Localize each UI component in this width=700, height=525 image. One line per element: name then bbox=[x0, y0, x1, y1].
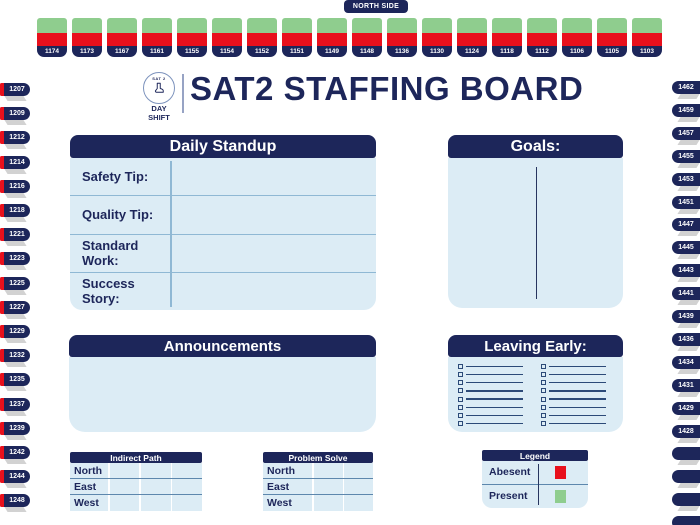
tag-number: 1174 bbox=[37, 46, 67, 57]
checkbox[interactable] bbox=[458, 388, 463, 393]
absent-segment bbox=[177, 33, 207, 46]
staff-tag-left[interactable]: 1221 bbox=[0, 228, 30, 241]
checkbox[interactable] bbox=[458, 413, 463, 418]
row-label: North bbox=[70, 463, 108, 478]
daily-standup-body bbox=[70, 158, 376, 310]
goals-panel bbox=[448, 135, 623, 308]
legend-label: Abesent bbox=[489, 466, 531, 479]
indirect-path-table bbox=[70, 452, 202, 511]
staff-tag-right[interactable] bbox=[672, 493, 700, 506]
row-label: West bbox=[263, 495, 312, 511]
staff-tag-left[interactable]: 1223 bbox=[0, 252, 30, 265]
problem-solve-header: Problem Solve bbox=[263, 452, 373, 463]
present-segment bbox=[317, 18, 347, 33]
logo-sat2-text: SAT 2 bbox=[152, 75, 166, 81]
staff-tag-top[interactable] bbox=[562, 18, 592, 57]
tag-number: 1149 bbox=[317, 46, 347, 57]
present-segment bbox=[597, 18, 627, 33]
legend-body bbox=[482, 461, 588, 508]
table-row bbox=[70, 463, 202, 479]
table-row bbox=[70, 495, 202, 511]
absent-segment bbox=[387, 33, 417, 46]
empty-cell[interactable] bbox=[110, 495, 140, 511]
entry-line[interactable] bbox=[466, 390, 523, 391]
empty-cell[interactable] bbox=[110, 479, 140, 494]
checkbox[interactable] bbox=[541, 421, 546, 426]
standup-row-label: Success Story: bbox=[82, 275, 135, 307]
staff-tag-top[interactable] bbox=[282, 18, 312, 57]
logo-day-text: DAY bbox=[151, 104, 167, 113]
indirect-path-rows bbox=[70, 463, 202, 511]
entry-line[interactable] bbox=[466, 398, 523, 399]
empty-cell[interactable] bbox=[344, 463, 373, 478]
present-segment bbox=[37, 18, 67, 33]
staff-tag-top[interactable] bbox=[632, 18, 662, 57]
checkbox[interactable] bbox=[458, 372, 463, 377]
goals-left-area[interactable] bbox=[448, 158, 536, 308]
absent-segment bbox=[597, 33, 627, 46]
leaving-early-item bbox=[541, 388, 614, 393]
absent-segment bbox=[632, 33, 662, 46]
entry-line[interactable] bbox=[466, 382, 523, 383]
staff-tag-top[interactable] bbox=[142, 18, 172, 57]
standup-row-value[interactable] bbox=[170, 158, 376, 195]
daily-standup-header: Daily Standup bbox=[70, 135, 376, 158]
checkbox[interactable] bbox=[458, 364, 463, 369]
staff-tag-top[interactable] bbox=[72, 18, 102, 57]
staff-tag-right[interactable]: 1451 bbox=[672, 196, 700, 209]
absent-segment bbox=[317, 33, 347, 46]
present-swatch bbox=[555, 490, 566, 503]
staff-tag-right[interactable] bbox=[672, 516, 700, 525]
staff-tag-left[interactable]: 1242 bbox=[0, 446, 30, 459]
announcements-body[interactable] bbox=[69, 357, 376, 432]
empty-cell[interactable] bbox=[110, 463, 140, 478]
problem-solve-table bbox=[263, 452, 373, 511]
leaving-early-item bbox=[458, 413, 531, 418]
staff-tag-right[interactable]: 1439 bbox=[672, 310, 700, 323]
staff-tag-right[interactable]: 1445 bbox=[672, 241, 700, 254]
present-segment bbox=[247, 18, 277, 33]
tag-number: 1118 bbox=[492, 46, 522, 57]
row-label: East bbox=[263, 479, 312, 494]
present-segment bbox=[422, 18, 452, 33]
tag-number: 1130 bbox=[422, 46, 452, 57]
absent-segment bbox=[282, 33, 312, 46]
standup-row-label: Safety Tip: bbox=[82, 168, 149, 184]
tag-number: 1154 bbox=[212, 46, 242, 57]
legend-header: Legend bbox=[482, 450, 588, 461]
staff-tag-left[interactable]: 1209 bbox=[0, 107, 30, 120]
legend-row bbox=[482, 461, 588, 485]
leaving-early-item bbox=[541, 413, 614, 418]
staff-tag-right[interactable] bbox=[672, 470, 700, 483]
day-shift-logo bbox=[139, 72, 179, 123]
top-tags-row bbox=[37, 18, 662, 57]
absent-segment bbox=[352, 33, 382, 46]
staff-tag-left[interactable]: 1232 bbox=[0, 349, 30, 362]
staff-tag-top[interactable] bbox=[212, 18, 242, 57]
absent-swatch bbox=[555, 466, 566, 479]
standup-row-label: Standard Work: bbox=[82, 237, 139, 269]
empty-cell[interactable] bbox=[344, 495, 373, 511]
entry-line[interactable] bbox=[466, 407, 523, 408]
leaving-early-item bbox=[458, 380, 531, 385]
entry-line[interactable] bbox=[549, 382, 606, 383]
staff-tag-right[interactable]: 1447 bbox=[672, 218, 700, 231]
announcements-panel bbox=[69, 335, 376, 432]
empty-cell[interactable] bbox=[344, 479, 373, 494]
staff-tag-left[interactable]: 1244 bbox=[0, 470, 30, 483]
empty-cell[interactable] bbox=[141, 495, 171, 511]
empty-cell[interactable] bbox=[172, 479, 202, 494]
leaving-early-item bbox=[541, 421, 614, 426]
standup-row-value[interactable] bbox=[170, 196, 376, 233]
entry-line[interactable] bbox=[549, 407, 606, 408]
standup-row bbox=[70, 158, 376, 195]
checkbox[interactable] bbox=[541, 380, 546, 385]
standup-row bbox=[70, 272, 376, 310]
staff-tag-top[interactable] bbox=[492, 18, 522, 57]
problem-solve-rows bbox=[263, 463, 373, 511]
checkbox[interactable] bbox=[541, 397, 546, 402]
present-segment bbox=[72, 18, 102, 33]
tag-number: 1151 bbox=[282, 46, 312, 57]
table-row bbox=[70, 479, 202, 495]
tag-number: 1112 bbox=[527, 46, 557, 57]
staff-tag-top[interactable] bbox=[352, 18, 382, 57]
absent-segment bbox=[457, 33, 487, 46]
empty-cell[interactable] bbox=[141, 479, 171, 494]
goals-header: Goals: bbox=[448, 135, 623, 158]
staff-tag-left[interactable]: 1227 bbox=[0, 301, 30, 314]
leaving-early-item bbox=[458, 364, 531, 369]
present-segment bbox=[142, 18, 172, 33]
leaving-early-item bbox=[458, 421, 531, 426]
leaving-early-column bbox=[531, 364, 614, 426]
staff-tag-right[interactable]: 1443 bbox=[672, 264, 700, 277]
board-title: SAT2 STAFFING BOARD bbox=[190, 70, 584, 107]
staff-tag-right[interactable]: 1434 bbox=[672, 356, 700, 369]
table-row bbox=[263, 495, 373, 511]
checkbox[interactable] bbox=[458, 397, 463, 402]
tag-number: 1106 bbox=[562, 46, 592, 57]
absent-segment bbox=[37, 33, 67, 46]
goals-right-area[interactable] bbox=[536, 158, 624, 308]
checkbox[interactable] bbox=[458, 421, 463, 426]
present-segment bbox=[177, 18, 207, 33]
absent-segment bbox=[422, 33, 452, 46]
tag-number: 1167 bbox=[107, 46, 137, 57]
leaving-early-header: Leaving Early: bbox=[448, 335, 623, 357]
staff-tag-left[interactable]: 1235 bbox=[0, 373, 30, 386]
leaving-early-item bbox=[541, 380, 614, 385]
staff-tag-left[interactable]: 1216 bbox=[0, 180, 30, 193]
goals-body bbox=[448, 158, 623, 308]
staff-tag-left[interactable]: 1212 bbox=[0, 131, 30, 144]
announcements-header: Announcements bbox=[69, 335, 376, 357]
tag-number: 1148 bbox=[352, 46, 382, 57]
checkbox[interactable] bbox=[541, 372, 546, 377]
present-segment bbox=[492, 18, 522, 33]
tag-number: 1161 bbox=[142, 46, 172, 57]
absent-segment bbox=[562, 33, 592, 46]
staff-tag-top[interactable] bbox=[457, 18, 487, 57]
staff-tag-right[interactable] bbox=[672, 447, 700, 460]
staff-tag-right[interactable]: 1429 bbox=[672, 402, 700, 415]
present-segment bbox=[107, 18, 137, 33]
boot-icon bbox=[152, 81, 167, 96]
tag-number: 1105 bbox=[597, 46, 627, 57]
absent-segment bbox=[527, 33, 557, 46]
north-side-label: NORTH SIDE bbox=[344, 0, 408, 13]
present-segment bbox=[212, 18, 242, 33]
leaving-early-item bbox=[458, 388, 531, 393]
empty-cell[interactable] bbox=[314, 479, 343, 494]
checkbox[interactable] bbox=[541, 388, 546, 393]
staff-tag-left[interactable]: 1218 bbox=[0, 204, 30, 217]
table-row bbox=[263, 479, 373, 495]
entry-line[interactable] bbox=[549, 390, 606, 391]
staff-tag-left[interactable]: 1214 bbox=[0, 156, 30, 169]
entry-line[interactable] bbox=[549, 366, 606, 367]
standup-row bbox=[70, 234, 376, 272]
empty-cell[interactable] bbox=[314, 495, 343, 511]
staff-tag-left[interactable]: 1207 bbox=[0, 83, 30, 96]
staff-tag-left[interactable]: 1225 bbox=[0, 277, 30, 290]
staff-tag-right[interactable]: 1453 bbox=[672, 173, 700, 186]
tag-number: 1173 bbox=[72, 46, 102, 57]
absent-segment bbox=[72, 33, 102, 46]
checkbox[interactable] bbox=[541, 413, 546, 418]
absent-segment bbox=[142, 33, 172, 46]
staff-tag-left[interactable]: 1239 bbox=[0, 422, 30, 435]
logo-shift-text: SHIFT bbox=[148, 113, 170, 123]
legend-label: Present bbox=[489, 490, 528, 503]
present-segment bbox=[632, 18, 662, 33]
staff-tag-right[interactable]: 1428 bbox=[672, 425, 700, 438]
daily-standup-panel bbox=[70, 135, 376, 310]
legend-panel bbox=[482, 450, 588, 508]
staff-tag-top[interactable] bbox=[527, 18, 557, 57]
entry-line[interactable] bbox=[466, 366, 523, 367]
staff-tag-right[interactable]: 1441 bbox=[672, 287, 700, 300]
standup-row-value[interactable] bbox=[170, 235, 376, 272]
entry-line[interactable] bbox=[466, 374, 523, 375]
tag-number: 1124 bbox=[457, 46, 487, 57]
leaving-early-item bbox=[541, 397, 614, 402]
goals-center-divider bbox=[536, 167, 538, 299]
staff-tag-right[interactable]: 1457 bbox=[672, 127, 700, 140]
staff-tag-top[interactable] bbox=[597, 18, 627, 57]
staff-tag-left[interactable]: 1229 bbox=[0, 325, 30, 338]
leaving-early-item bbox=[541, 405, 614, 410]
leaving-early-item bbox=[458, 372, 531, 377]
row-label: West bbox=[70, 495, 108, 511]
row-label: North bbox=[263, 463, 312, 478]
row-label: East bbox=[70, 479, 108, 494]
present-segment bbox=[457, 18, 487, 33]
leaving-early-column bbox=[458, 364, 531, 426]
staff-tag-right[interactable]: 1459 bbox=[672, 104, 700, 117]
staff-tag-right[interactable]: 1436 bbox=[672, 333, 700, 346]
present-segment bbox=[282, 18, 312, 33]
standup-row-value[interactable] bbox=[170, 273, 376, 310]
leaving-early-item bbox=[458, 405, 531, 410]
standup-column-divider bbox=[170, 161, 172, 307]
legend-row bbox=[482, 485, 588, 509]
present-segment bbox=[527, 18, 557, 33]
leaving-early-item bbox=[541, 364, 614, 369]
empty-cell[interactable] bbox=[172, 495, 202, 511]
staff-tag-left[interactable]: 1237 bbox=[0, 398, 30, 411]
tag-number: 1103 bbox=[632, 46, 662, 57]
entry-line[interactable] bbox=[549, 415, 606, 416]
staff-tag-left[interactable]: 1248 bbox=[0, 494, 30, 507]
entry-line[interactable] bbox=[466, 415, 523, 416]
leaving-early-body bbox=[448, 357, 623, 432]
tag-number: 1155 bbox=[177, 46, 207, 57]
standup-row-label: Quality Tip: bbox=[82, 207, 154, 223]
table-row bbox=[263, 463, 373, 479]
present-segment bbox=[562, 18, 592, 33]
present-segment bbox=[352, 18, 382, 33]
absent-segment bbox=[107, 33, 137, 46]
entry-line[interactable] bbox=[549, 423, 606, 424]
checkbox[interactable] bbox=[541, 364, 546, 369]
staff-tag-right[interactable]: 1462 bbox=[672, 81, 700, 94]
leaving-early-panel bbox=[448, 335, 623, 432]
entry-line[interactable] bbox=[549, 374, 606, 375]
staff-tag-top[interactable] bbox=[387, 18, 417, 57]
tag-number: 1152 bbox=[247, 46, 277, 57]
staff-tag-top[interactable] bbox=[107, 18, 137, 57]
entry-line[interactable] bbox=[549, 398, 606, 399]
checkbox[interactable] bbox=[541, 405, 546, 410]
staff-tag-top[interactable] bbox=[317, 18, 347, 57]
header-divider bbox=[182, 74, 184, 113]
staff-tag-right[interactable]: 1455 bbox=[672, 150, 700, 163]
logo-circle bbox=[143, 72, 175, 104]
absent-segment bbox=[212, 33, 242, 46]
present-segment bbox=[387, 18, 417, 33]
absent-segment bbox=[492, 33, 522, 46]
empty-cell[interactable] bbox=[172, 463, 202, 478]
staff-tag-top[interactable] bbox=[422, 18, 452, 57]
tag-number: 1136 bbox=[387, 46, 417, 57]
absent-segment bbox=[247, 33, 277, 46]
staff-tag-top[interactable] bbox=[247, 18, 277, 57]
entry-line[interactable] bbox=[466, 423, 523, 424]
legend-divider bbox=[538, 464, 539, 505]
indirect-path-header: Indirect Path bbox=[70, 452, 202, 463]
empty-cell[interactable] bbox=[141, 463, 171, 478]
standup-row bbox=[70, 195, 376, 233]
leaving-early-item bbox=[541, 372, 614, 377]
checkbox[interactable] bbox=[458, 380, 463, 385]
leaving-early-item bbox=[458, 397, 531, 402]
staff-tag-top[interactable] bbox=[37, 18, 67, 57]
empty-cell[interactable] bbox=[314, 463, 343, 478]
checkbox[interactable] bbox=[458, 405, 463, 410]
staff-tag-right[interactable]: 1431 bbox=[672, 379, 700, 392]
staff-tag-top[interactable] bbox=[177, 18, 207, 57]
